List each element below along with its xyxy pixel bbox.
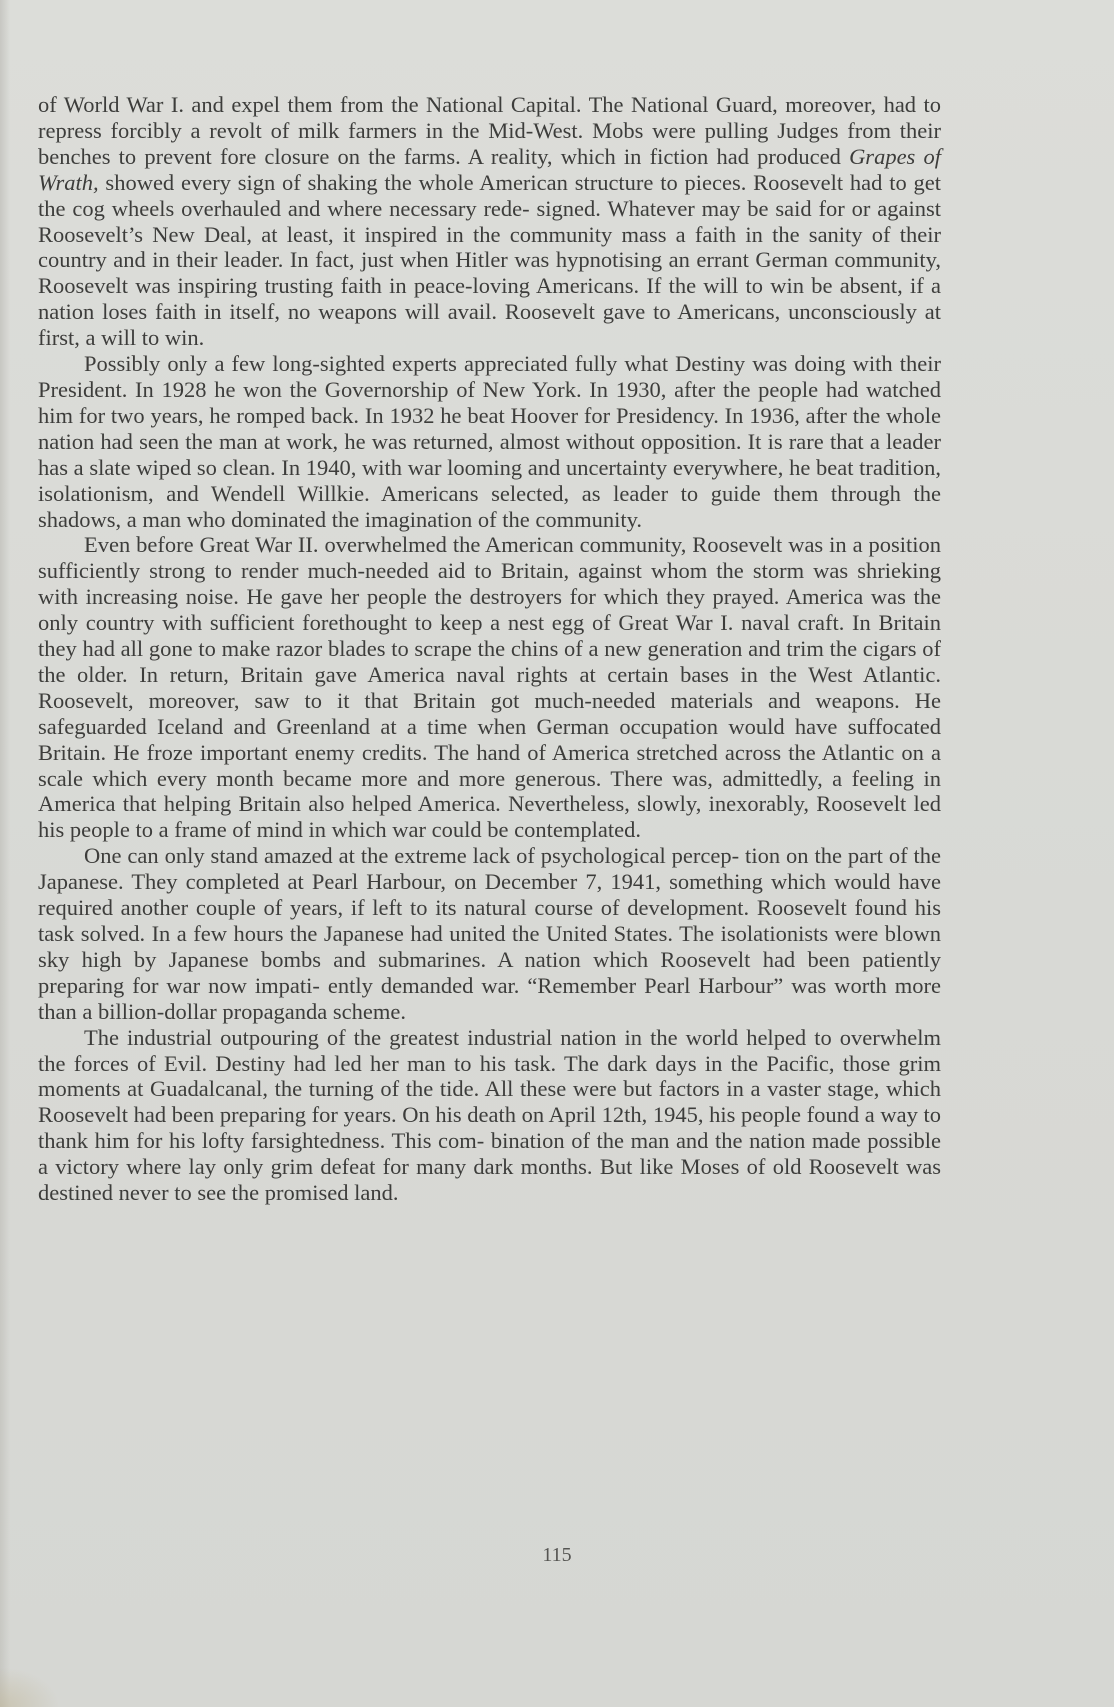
paragraph-2 [38, 351, 941, 532]
paragraph-3 [38, 532, 941, 843]
body-text [38, 92, 941, 1206]
paragraph-1-text-a: of World War I. and expel them from the National Capital. The National Guard, moreover, had to repress forcibly a revolt of milk farmers in the Mid-West. Mobs were pulling Judges from their benches to prevent fore closure on the farms. A reality, which in fiction had produced [38, 92, 941, 169]
paragraph-3-text: Even before Great War II. overwhelmed the American community, Roosevelt was in a position sufficiently strong to render much-needed aid to Britain, against whom the storm was shrieking with increasing noise. He gave her people the destroyers for which they prayed. America was the only country with sufficient forethought to keep a nest egg of Great War I. naval craft. In Britain they had all gone to make razor blades to scrape the chins of a new generation and trim the cigars of the older. In return, Britain gave America naval rights at certain bases in the West Atlantic. Roosevelt, moreover, saw to it that Britain got much-needed materials and weapons. He safeguarded Iceland and Greenland at a time when German occupation would have suffocated Britain. He froze important enemy credits. The hand of America stretched across the Atlantic on a scale which every month became more and more generous. There was, admittedly, a feeling in America that helping Britain also helped America. Nevertheless, slowly, inexorably, Roosevelt led his people to a frame of mind in which war could be contemplated. [38, 532, 941, 843]
page-number: 115 [542, 1544, 572, 1566]
paragraph-4 [38, 843, 941, 1024]
paragraph-1 [38, 92, 941, 351]
book-title-grapes-of-wrath: Grapes of Wrath, [38, 143, 941, 195]
paragraph-5-text: The industrial outpouring of the greatest industrial nation in the world helped to overwhelm the forces of Evil. Destiny had led her man to his task. The dark days in the Pacific, those grim moments at Guadalcanal, the turning of the tide. All these were but factors in a vaster stage, which Roosevelt had been preparing for years. On his death on April 12th, 1945, his people found a way to thank him for his lofty farsightedness. This com- bination of the man and the nation made possible a victory where lay only grim defeat for many dark months. But like Moses of old Roosevelt was destined never to see the promised land. [38, 1024, 941, 1206]
paragraph-2-text: Possibly only a few long-sighted experts appreciated fully what Destiny was doing with their President. In 1928 he won the Governorship of New York. In 1930, after the people had watched him for two years, he romped back. In 1932 he beat Hoover for Presidency. In 1936, after the whole nation had seen the man at work, he was returned, almost without opposition. It is rare that a leader has a slate wiped so clean. In 1940, with war looming and uncertainty everywhere, he beat tradition, isolationism, and Wendell Willkie. Americans selected, as leader to guide them through the shadows, a man who dominated the imagination of the community. [38, 351, 941, 532]
page-binding-shadow [0, 0, 10, 1707]
paragraph-4-text: One can only stand amazed at the extreme lack of psychological percep- tion on the part of the Japanese. They completed at Pearl Harbour, on December 7, 1941, something which would have required another couple of years, if left to its natural course of development. Roosevelt found his task solved. In a few hours the Japanese had united the United States. The isolationists were blown sky high by Japanese bombs and submarines. A nation which Roosevelt had been patiently preparing for war now impati- ently demanded war. “Remember Pearl Harbour” was worth more than a billion-dollar propaganda scheme. [38, 843, 941, 1024]
page-corner-stain [0, 1667, 60, 1707]
paragraph-1-text-b: showed every sign of shaking the whole American structure to pieces. Roosevelt had to get the cog wheels overhauled and where necessary rede- signed. Whatever may be said for or against Roosevelt’s New Deal, at least, it inspired in the community mass a faith in the sanity of their country and in their leader. In fact, just when Hitler was hypnotising an errant German community, Roosevelt was inspiring trusting faith in peace-loving Americans. If the will to win be absent, if a nation loses faith in itself, no weapons will avail. Roosevelt gave to Americans, unconsciously at first, a will to win. [38, 169, 941, 351]
paragraph-5 [38, 1025, 941, 1206]
